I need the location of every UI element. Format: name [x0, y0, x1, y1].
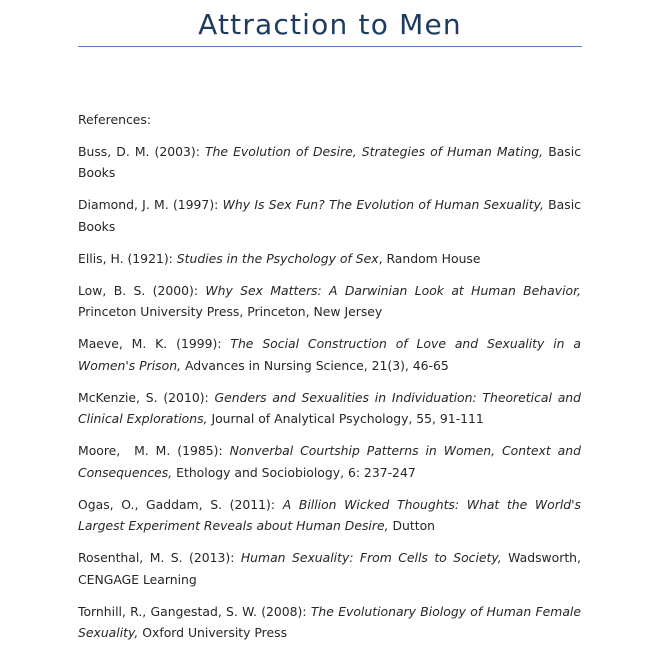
reference-publisher: Oxford University Press: [138, 625, 288, 640]
reference-author: Ogas, O., Gaddam, S. (2011):: [78, 496, 283, 512]
reference-author: Maeve, M. K. (1999):: [78, 336, 231, 351]
reference-item: [78, 547, 581, 590]
reference-work: The Evolutionary Biology of Human Female Sexuality,: [78, 603, 581, 640]
reference-publisher: Basic Books: [78, 143, 582, 180]
title-underline: [78, 46, 582, 47]
reference-author: Ellis, H. (1921):: [78, 250, 177, 266]
reference-work: Nonverbal Courtship Patterns in Women, Context and Consequences,: [78, 443, 581, 480]
reference-author: Tornhill, R., Gangestad, S. W. (2008):: [78, 603, 311, 619]
references-heading: References:: [78, 112, 152, 127]
reference-item: [78, 333, 581, 376]
reference-publisher: Wadsworth, CENGAGE Learning: [78, 550, 581, 587]
reference-work: Studies in the Psychology of Sex: [176, 250, 379, 266]
reference-author: Diamond, J. M. (1997):: [78, 197, 223, 212]
reference-publisher: Ethology and Sociobiology, 6: 237-247: [172, 464, 416, 480]
reference-work: A Billion Wicked Thoughts: What the World's Largest Experiment Reveals about Human Desire,: [78, 496, 582, 533]
reference-publisher: Advances in Nursing Science, 21(3), 46-65: [181, 357, 449, 373]
reference-item: [78, 141, 581, 184]
reference-publisher: Dutton: [388, 518, 435, 533]
reference-publisher: , Random House: [378, 250, 481, 266]
reference-item: [78, 248, 581, 270]
reference-author: Rosenthal, M. S. (2013):: [78, 550, 241, 565]
reference-item: [78, 440, 581, 483]
reference-work: Why Sex Matters: A Darwinian Look at Human Behavior,: [205, 282, 581, 298]
reference-publisher: Journal of Analytical Psychology, 55, 91-111: [207, 411, 484, 426]
reference-work: The Evolution of Desire, Strategies of Human Mating,: [204, 143, 544, 159]
reference-item: [78, 601, 581, 644]
reference-author: Low, B. S. (2000):: [78, 282, 206, 298]
reference-work: Why Is Sex Fun? The Evolution of Human Sexuality,: [222, 197, 544, 212]
reference-item: [78, 387, 581, 430]
reference-publisher: Basic Books: [78, 197, 581, 234]
reference-item: [78, 494, 581, 537]
reference-publisher: Princeton University Press, Princeton, New Jersey: [78, 304, 383, 319]
page-title: Attraction to Men: [198, 8, 462, 41]
reference-item: [78, 194, 581, 237]
reference-work: Genders and Sexualities in Individuation: Theoretical and Clinical Explorations,: [78, 389, 581, 426]
reference-work: Human Sexuality: From Cells to Society,: [240, 550, 502, 565]
reference-author: McKenzie, S. (2010):: [78, 389, 215, 405]
reference-work: The Social Construction of Love and Sexuality in a Women's Prison,: [78, 336, 582, 373]
references-section: [78, 109, 581, 654]
reference-author: Buss, D. M. (2003):: [78, 143, 205, 159]
reference-author: Moore, M. M. (1985):: [78, 443, 230, 458]
reference-item: [78, 280, 581, 323]
